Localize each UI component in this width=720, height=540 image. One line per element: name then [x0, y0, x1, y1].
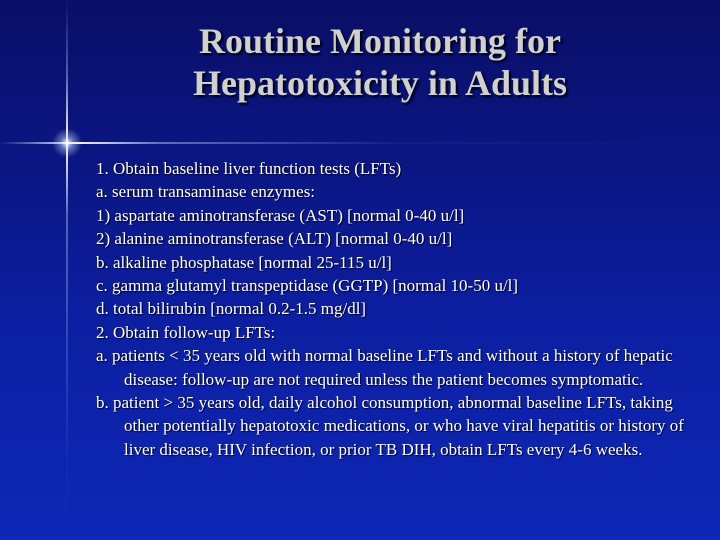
slide-body-list: [96, 157, 696, 461]
list-item: b. alkaline phosphatase [normal 25-115 u/l]: [96, 252, 392, 272]
list-item: c. gamma glutamyl transpeptidase (GGTP) [normal 10-50 u/l]: [96, 276, 519, 296]
slide-title: [100, 20, 660, 104]
decorative-light-streak-horizontal: [0, 142, 720, 144]
list-item: b. patient > 35 years old, daily alcohol consumption, abnormal baseline LFTs, taking other potentially hepatotoxic medications, or who have viral hepatitis or history of liver disease, HIV infection, or prior TB DIH, obtain LFTs every 4-6 weeks.: [96, 393, 684, 459]
list-item: 1. Obtain baseline liver function tests (LFTs): [96, 159, 402, 178]
list-item: 1) aspartate aminotransferase (AST) [normal 0-40 u/l]: [96, 205, 465, 225]
list-item: 2. Obtain follow-up LFTs:: [96, 322, 276, 342]
slide-title-line: Hepatotoxicity in Adults: [192, 63, 568, 103]
slide-title-line: Routine Monitoring for: [199, 21, 561, 61]
decorative-light-streak-vertical: [66, 0, 68, 540]
list-item: d. total bilirubin [normal 0.2-1.5 mg/dl]: [96, 299, 367, 319]
decorative-star-flare-icon: [52, 128, 82, 158]
list-item: 2) alanine aminotransferase (ALT) [normal 0-40 u/l]: [96, 229, 453, 249]
list-item: a. patients < 35 years old with normal baseline LFTs and without a history of hepatic disease: follow-up are not required unless the patient becomes symptomatic.: [96, 346, 673, 389]
list-item: a. serum transaminase enzymes:: [96, 182, 316, 202]
